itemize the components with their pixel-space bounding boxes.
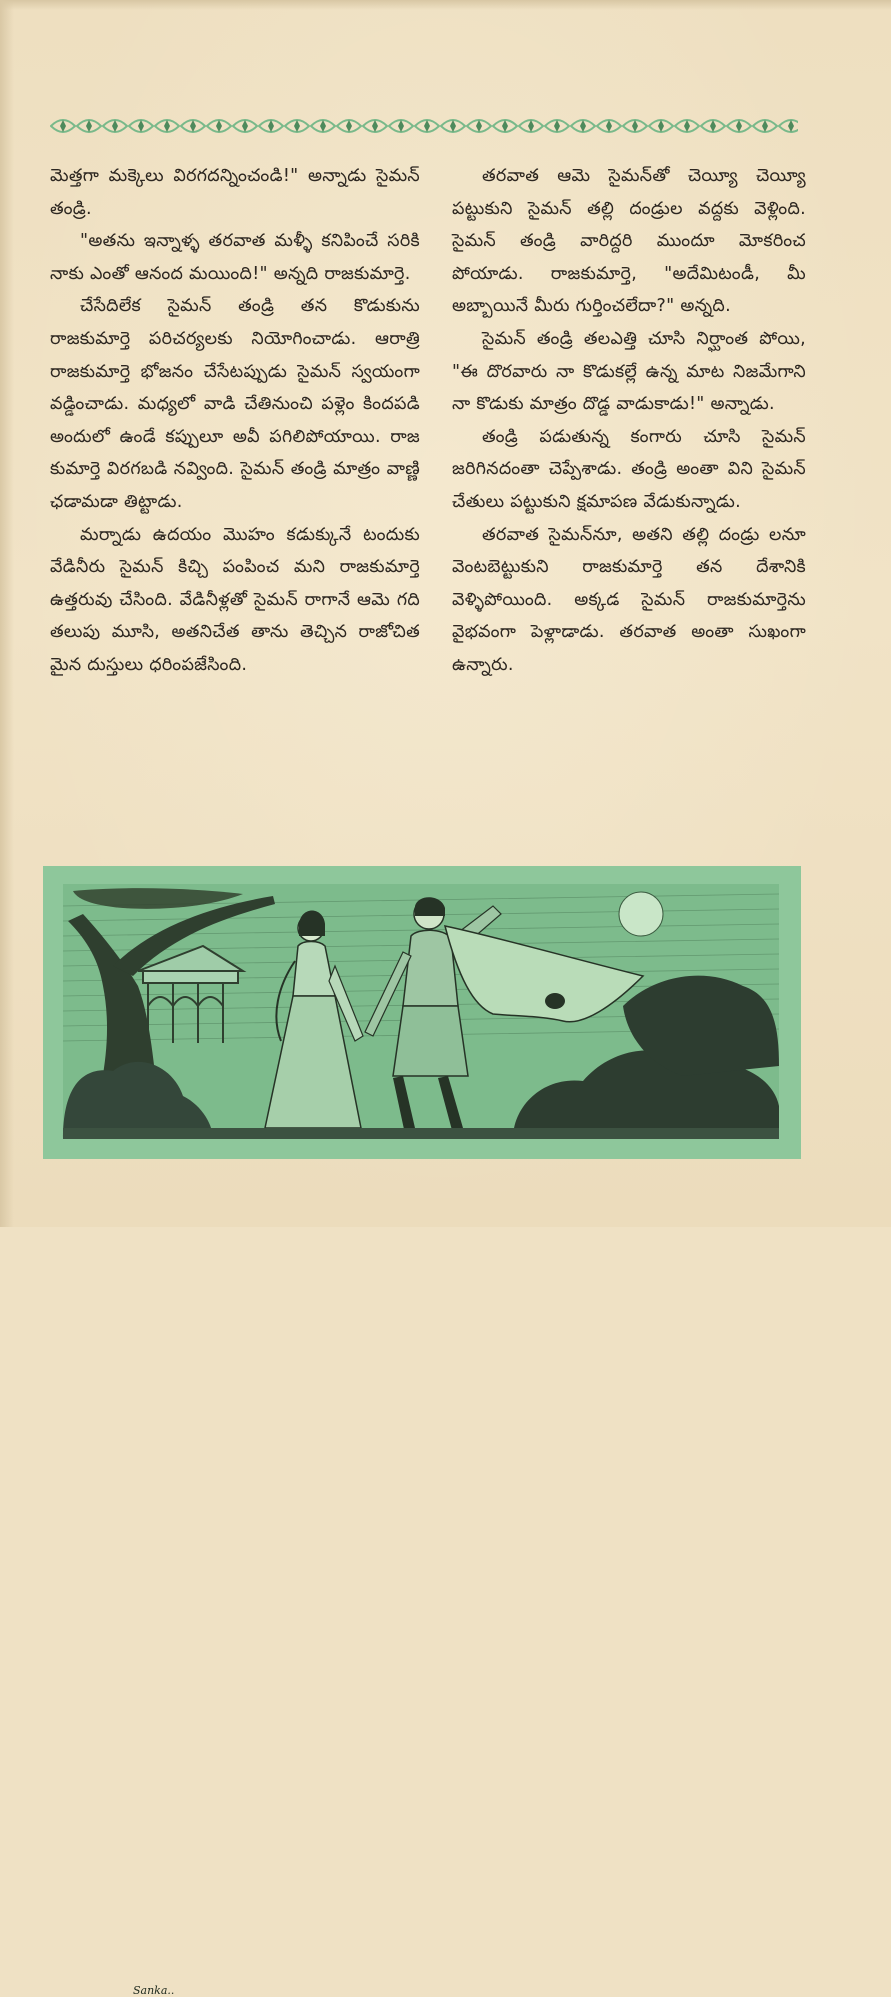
border-star — [242, 120, 248, 132]
border-star — [86, 120, 92, 132]
decorative-border — [50, 114, 798, 138]
border-star — [112, 120, 118, 132]
border-star — [190, 120, 196, 132]
border-star — [216, 120, 222, 132]
border-star — [476, 120, 482, 132]
page-top-edge — [0, 0, 891, 10]
border-star — [268, 120, 274, 132]
border-star — [138, 120, 144, 132]
border-star — [164, 120, 170, 132]
border-star — [346, 120, 352, 132]
border-star — [762, 120, 768, 132]
left-paragraph-3: చేసేదిలేక సైమన్ తండ్రి తన కొడుకును రాజకుమార్తె పరిచర్యలకు నియోగించాడు. ఆరాత్రి రాజకుమార్తె భోజనం చేసేటప్పుడు సైమన్ స్వయంగా వడ్డించాడు. మధ్యలో వాడి చేతినుంచి పళ్లెం కిందపడి అందులో ఉండే కప్పులూ అవీ పగిలిపోయాయి. రాజ కుమార్తె విరగబడి నవ్వింది. సైమన్ తండ్రి మాత్రం వాణ్ణి ఛడామడా తిట్టాడు. — [50, 296, 420, 512]
border-star — [736, 120, 742, 132]
border-star — [398, 120, 404, 132]
border-star — [294, 120, 300, 132]
border-star — [372, 120, 378, 132]
illustration-drawing — [43, 866, 801, 1159]
left-column — [50, 160, 420, 682]
right-paragraph-3: తండ్రి పడుతున్న కంగారు చూసి సైమన్ జరిగినదంతా చెప్పేశాడు. తండ్రి అంతా విని సైమన్ చేతులు పట్టుకుని క్షమాపణ వేడుకున్నాడు. — [452, 426, 806, 512]
border-star — [450, 120, 456, 132]
page-gutter-shadow — [0, 0, 14, 1227]
left-paragraph-4: మర్నాడు ఉదయం మొహం కడుక్కునే టందుకు వేడినీరు సైమన్ కిచ్చి పంపించ మని రాజకుమార్తె ఉత్తరువు చేసింది. వేడినీళ్లతో సైమన్ రాగానే ఆమె గది తలుపు మూసి, అతనిచేత తాను తెచ్చిన రాజోచిత మైన దుస్తులు ధరింపజేసింది. — [50, 524, 420, 675]
border-star — [320, 120, 326, 132]
story-illustration — [43, 866, 801, 1997]
border-star — [554, 120, 560, 132]
border-star — [632, 120, 638, 132]
border-star — [502, 120, 508, 132]
border-star — [606, 120, 612, 132]
border-star — [60, 120, 66, 132]
right-paragraph-2: సైమన్ తండ్రి తలఎత్తి చూసి నిర్ఘాంత పోయి, "ఈ దొరవారు నా కొడుకల్లే ఉన్న మాట నిజమేగాని నా కొడుకు మాత్రం దొడ్డ వాడుకాడు!" అన్నాడు. — [452, 328, 806, 415]
border-star — [710, 120, 716, 132]
left-paragraph-1: మెత్తగా మక్కెలు విరగదన్నించండి!" అన్నాడు సైమన్ తండ్రి. — [50, 166, 420, 219]
border-star — [684, 120, 690, 132]
border-star — [528, 120, 534, 132]
right-paragraph-4: తరవాత సైమన్‌నూ, అతని తల్లి దండ్రు లనూ వెంటబెట్టుకుని రాజకుమార్తె తన దేశానికి వెళ్ళిపోయింది. అక్కడ సైమన్ రాజకుమార్తెను వైభవంగా పెళ్లాడాడు. తరవాత అంతా సుఖంగా ఉన్నారు. — [452, 524, 806, 675]
right-paragraph-1: తరవాత ఆమె సైమన్‌తో చెయ్యీ చెయ్యీ పట్టుకుని సైమన్ తల్లి దండ్రుల వద్దకు వెళ్లింది. సైమన్ తండ్రి వారిద్దరి ముందూ మోకరించ పోయాడు. రాజకుమార్తె, "అదేమిటండీ, మీ అబ్బాయినే మీరు గుర్తించలేదా?" అన్నది. — [452, 166, 806, 317]
border-star — [424, 120, 430, 132]
right-column — [452, 160, 806, 682]
border-star — [788, 120, 794, 132]
moon — [619, 892, 663, 936]
border-star — [580, 120, 586, 132]
left-paragraph-2: "అతను ఇన్నాళ్ళ తరవాత మళ్ళీ కనిపించే సరికి నాకు ఎంతో ఆనంద మయింది!" అన్నది రాజకుమార్తె. — [50, 231, 420, 284]
artist-signature: Sanka.. — [133, 1984, 175, 1997]
border-star — [658, 120, 664, 132]
